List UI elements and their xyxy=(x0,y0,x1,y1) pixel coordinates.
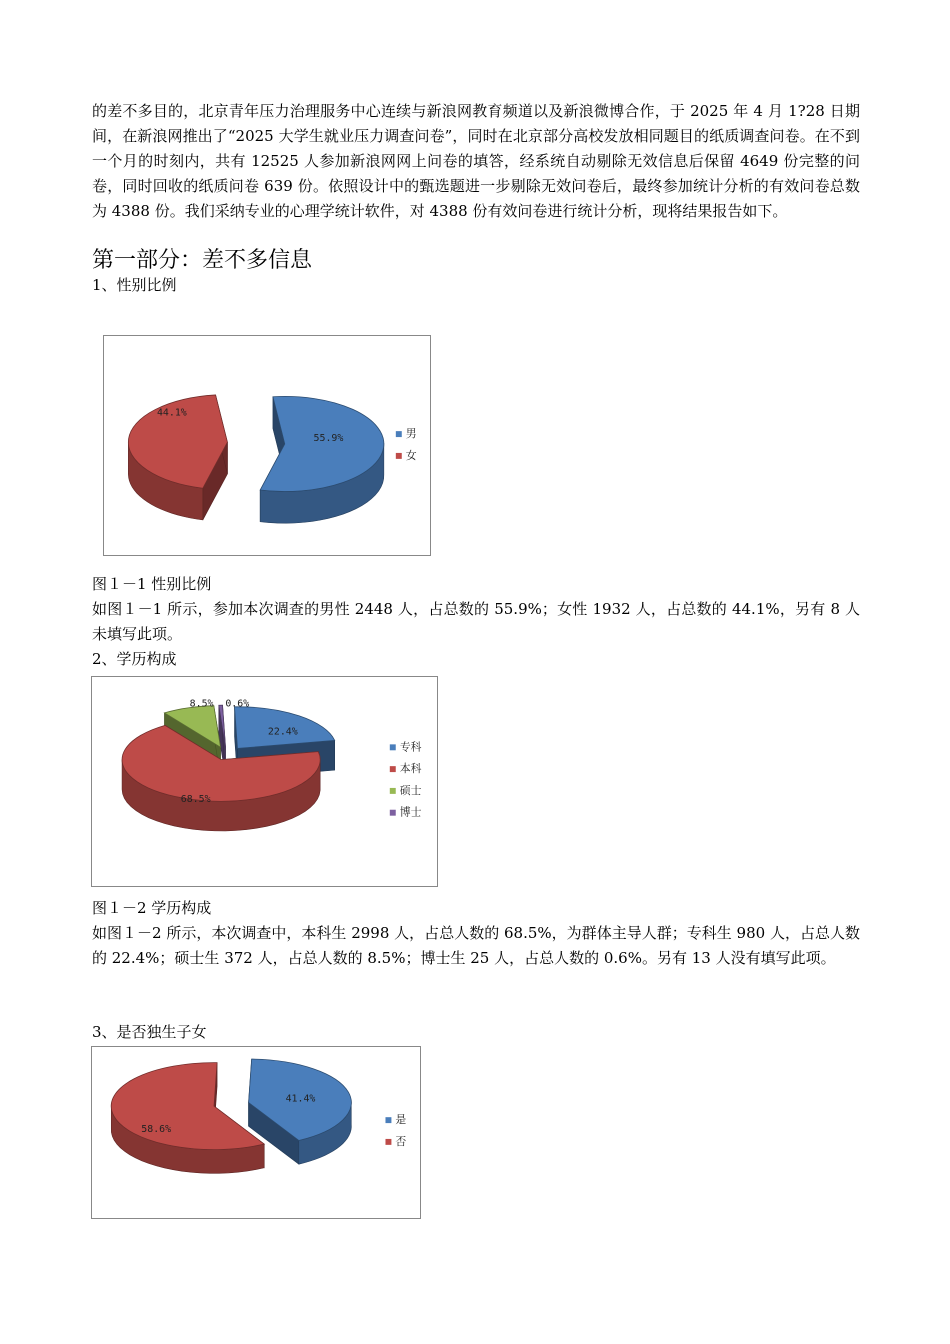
legend-swatch-2 xyxy=(390,788,396,794)
gender-description: 如图１－1 所示，参加本次调查的男性 2448 人，占总数的 55.9%；女性 1932 人，占总数的 44.1%，另有 8 人未填写此项。 xyxy=(92,600,860,643)
data-label-1: 44.1% xyxy=(156,407,187,419)
legend-label-0: 专科 xyxy=(399,740,422,754)
legend-swatch-0 xyxy=(385,1117,391,1123)
education-chart xyxy=(91,676,438,887)
data-label-1: 68.5% xyxy=(180,793,211,805)
legend-label-1: 否 xyxy=(395,1134,407,1148)
only-child-pie-svg xyxy=(92,1047,420,1218)
pie-slice-1 xyxy=(111,1063,264,1174)
data-label-0: 41.4% xyxy=(285,1093,316,1105)
legend-swatch-1 xyxy=(385,1139,391,1145)
education-pie-svg xyxy=(92,677,437,886)
section-heading-gender: 1、性别比例 xyxy=(92,276,177,294)
only-child-chart xyxy=(91,1046,421,1219)
legend-swatch-0 xyxy=(396,431,402,437)
data-label-2: 8.5% xyxy=(189,698,214,710)
education-description: 如图１－2 所示，本次调查中，本科生 2998 人，占总人数的 68.5%，为群体主导人群；专科生 980 人，占总人数的 22.4%；硕士生 372 人，占总人数的 8.5%；博士生 25 人，占总人数的 0.6%。另有 13 人没有填写此项。 xyxy=(92,924,860,967)
intro-paragraph: 的差不多目的，北京青年压力治理服务中心连续与新浪网教育频道以及新浪微博合作，于 2025 年 4 月 1?28 日期间，在新浪网推出了“2025 大学生就业压力调查问卷”，同时在北京部分高校发放相同题目的纸质调查问卷。在不到一个月的时刻内，共有 12525 人参加新浪网网上问卷的填答，经系统自动剔除无效信息后保留 4649 份完整的问卷，同时回收的纸质问卷 639 份。依照设计中的甄选题进一步剔除无效问卷后，最终参加统计分析的有效问卷总数为 4388 份。我们采纳专业的心理学统计软件，对 4388 份有效问卷进行统计分析，现将结果报告如下。 xyxy=(92,102,860,220)
section-heading-only-child: 3、是否独生子女 xyxy=(92,1023,207,1041)
data-label-0: 55.9% xyxy=(313,433,344,445)
gender-pie-svg xyxy=(104,336,430,555)
data-label-0: 22.4% xyxy=(267,726,298,738)
legend-swatch-1 xyxy=(396,453,402,459)
legend-label-3: 博士 xyxy=(399,805,422,819)
legend-swatch-3 xyxy=(390,810,396,816)
legend-label-1: 女 xyxy=(405,448,417,462)
gender-chart xyxy=(103,335,431,556)
section-heading-education: 2、学历构成 xyxy=(92,650,177,668)
legend-label-0: 男 xyxy=(405,427,417,441)
legend-label-2: 硕士 xyxy=(399,783,422,797)
legend-label-1: 本科 xyxy=(399,762,422,776)
data-label-1: 58.6% xyxy=(141,1124,172,1136)
section-title: 第一部分：差不多信息 xyxy=(92,248,313,273)
legend-swatch-0 xyxy=(390,744,396,750)
data-label-3: 0.6% xyxy=(225,698,250,710)
legend-swatch-1 xyxy=(390,766,396,772)
legend-label-0: 是 xyxy=(395,1113,407,1127)
figure-caption-education: 图１－2 学历构成 xyxy=(92,899,212,917)
figure-caption-gender: 图１－1 性别比例 xyxy=(92,575,212,593)
pie-slice-0 xyxy=(260,396,384,523)
